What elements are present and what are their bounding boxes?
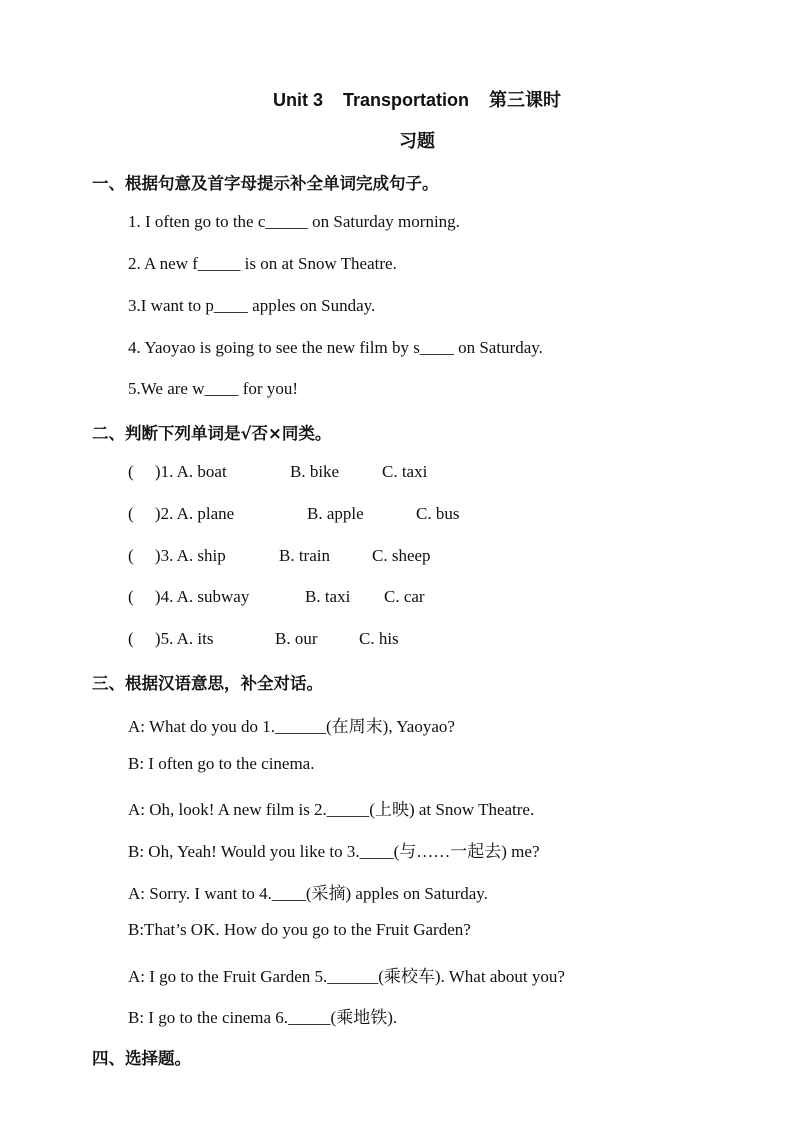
section-3-dialog-line-5: A: Sorry. I want to 4.____(采摘) apples on Saturday. — [128, 884, 488, 903]
page-title: Unit 3 Transportation 第三课时 — [272, 90, 562, 110]
section-2-question-2-option-c: C. bus — [416, 504, 460, 523]
section-2-question-4-prefix: ( )4. A. subway — [128, 587, 250, 606]
section-1-item-1: 1. I often go to the c_____ on Saturday morning. — [128, 212, 460, 231]
section-2-question-5-option-b: B. our — [275, 629, 318, 648]
section-3-dialog-line-4: B: Oh, Yeah! Would you like to 3.____(与……一起去) me? — [128, 842, 540, 861]
section-3-dialog-line-8: B: I go to the cinema 6._____(乘地铁). — [128, 1008, 398, 1027]
section-3-dialog-line-3: A: Oh, look! A new film is 2._____(上映) at Snow Theatre. — [128, 800, 535, 819]
section-3-dialog-line-2: B: I often go to the cinema. — [128, 754, 315, 773]
page-subtitle: 习题 — [399, 131, 435, 151]
section-1-item-5: 5.We are w____ for you! — [128, 379, 298, 398]
section-3-dialog-line-7: A: I go to the Fruit Garden 5.______(乘校车). What about you? — [128, 967, 565, 986]
section-2-question-3-option-c: C. sheep — [372, 546, 431, 565]
section-2-question-5-prefix: ( )5. A. its — [128, 629, 214, 648]
section-1-item-2: 2. A new f_____ is on at Snow Theatre. — [128, 254, 397, 273]
section-1-item-3: 3.I want to p____ apples on Sunday. — [128, 296, 376, 315]
section-2-question-1-option-c: C. taxi — [382, 462, 428, 481]
section-2-question-1-option-b: B. bike — [290, 462, 340, 481]
section-1-heading: 一、根据句意及首字母提示补全单词完成句子。 — [92, 174, 439, 193]
section-2-question-5-option-c: C. his — [359, 629, 399, 648]
section-3-dialog-line-1: A: What do you do 1.______(在周末), Yaoyao? — [128, 717, 455, 736]
section-3-heading: 三、根据汉语意思，补全对话。 — [92, 674, 323, 693]
section-1-item-4: 4. Yaoyao is going to see the new film by s____ on Saturday. — [128, 338, 543, 357]
section-2-question-2-prefix: ( )2. A. plane — [128, 504, 235, 523]
section-2-heading: 二、判断下列单词是√否×同类。 — [92, 424, 332, 443]
section-2-question-3-prefix: ( )3. A. ship — [128, 546, 226, 565]
section-2-question-4-option-c: C. car — [384, 587, 425, 606]
section-2-question-2-option-b: B. apple — [307, 504, 364, 523]
section-2-question-1-prefix: ( )1. A. boat — [128, 462, 227, 481]
section-2-question-4-option-b: B. taxi — [305, 587, 351, 606]
section-3-dialog-line-6: B:That’s OK. How do you go to the Fruit Garden? — [128, 920, 471, 939]
section-2-question-3-option-b: B. train — [279, 546, 330, 565]
section-4-heading: 四、选择题。 — [92, 1049, 191, 1068]
